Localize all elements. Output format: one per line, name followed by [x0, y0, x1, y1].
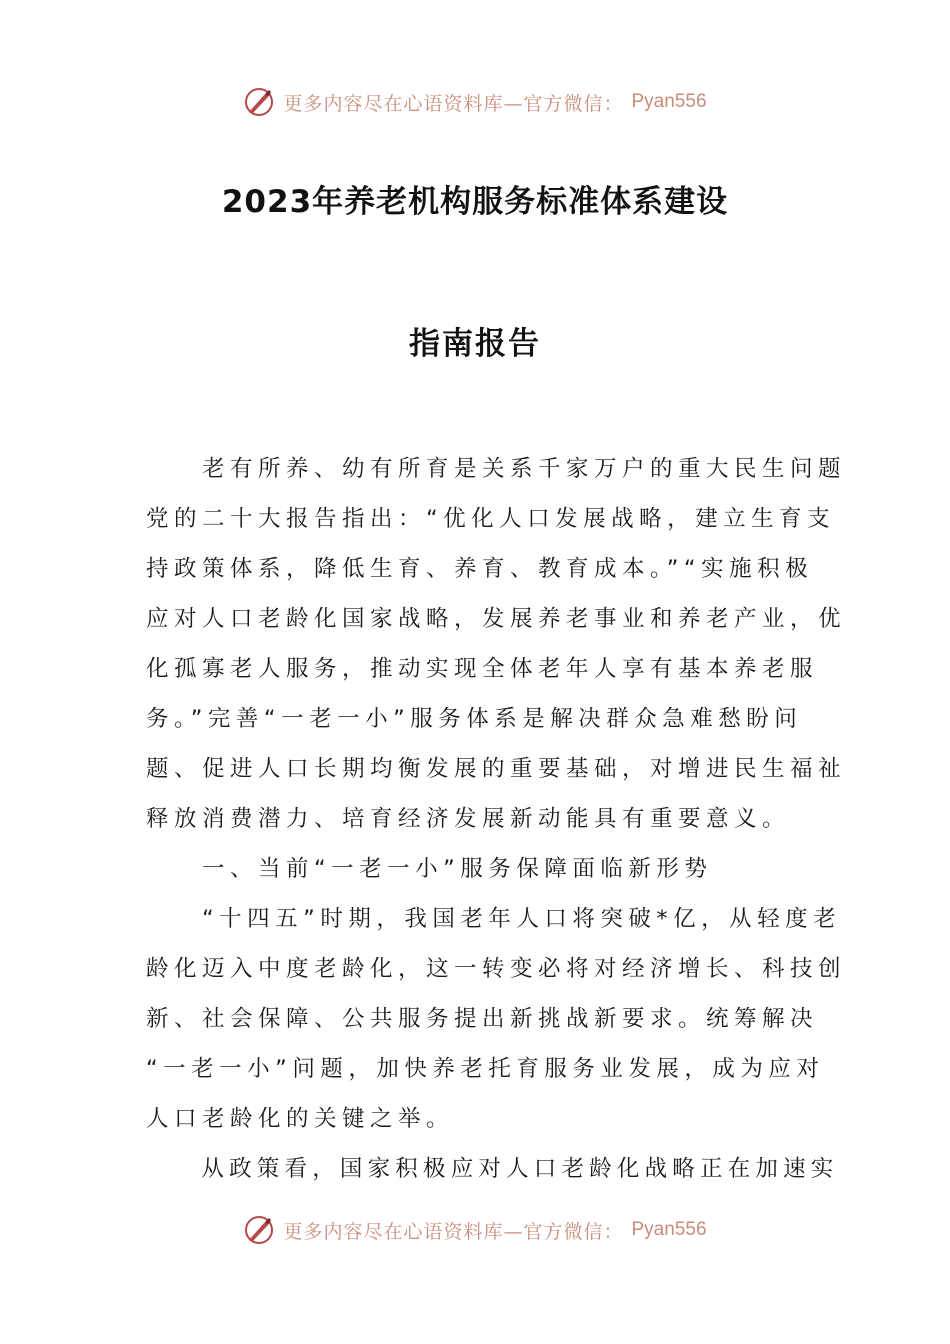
body-line: 题、促进人口长期均衡发展的重要基础，对增进民生福祉: [146, 756, 847, 782]
body-line: 持政策体系，降低生育、养育、教育成本。”“实施积极: [146, 556, 814, 582]
body-line: “十四五”时期，我国老年人口将突破*亿，从轻度老: [146, 906, 842, 932]
body-line: 新、社会保障、公共服务提出新挑战新要求。统筹解决: [146, 1006, 819, 1032]
watermark-text: 更多内容尽在心语资料库—官方微信：: [283, 1220, 624, 1243]
document-body: [146, 444, 847, 1194]
watermark-text: 更多内容尽在心语资料库—官方微信：: [283, 92, 624, 115]
body-line: 从政策看，国家积极应对人口老龄化战略正在加速实: [146, 1156, 839, 1182]
watermark-wechat-id: Pyan556: [631, 91, 707, 112]
body-line: 人口老龄化的关键之举。: [146, 1106, 455, 1132]
body-line: 务。”完善“一老一小”服务体系是解决群众急难愁盼问: [146, 706, 803, 732]
body-line: 化孤寡老人服务，推动实现全体老年人享有基本养老服: [146, 656, 819, 682]
pen-logo-icon: [243, 86, 275, 118]
watermark-wechat-id: Pyan556: [631, 1219, 707, 1240]
body-line: 应对人口老龄化国家战略，发展养老事业和养老产业，优: [146, 606, 847, 632]
section-heading: 一、当前“一老一小”服务保障面临新形势: [146, 856, 713, 882]
body-line: “一老一小”问题，加快养老托育服务业发展，成为应对: [146, 1056, 825, 1082]
header-watermark: [0, 82, 950, 122]
footer-watermark: [0, 1210, 950, 1250]
body-line: 党的二十大报告指出：“优化人口发展战略，建立生育支: [146, 506, 836, 532]
body-line: 释放消费潜力、培育经济发展新动能具有重要意义。: [146, 806, 791, 832]
document-title-line-2: 指南报告: [409, 326, 541, 362]
body-line: 老有所养、幼有所育是关系千家万户的重大民生问题: [146, 456, 847, 482]
pen-logo-icon: [243, 1214, 275, 1246]
body-line: 龄化迈入中度老龄化，这一转变必将对经济增长、科技创: [146, 956, 847, 982]
document-title-line-1: 2023年养老机构服务标准体系建设: [221, 184, 729, 220]
